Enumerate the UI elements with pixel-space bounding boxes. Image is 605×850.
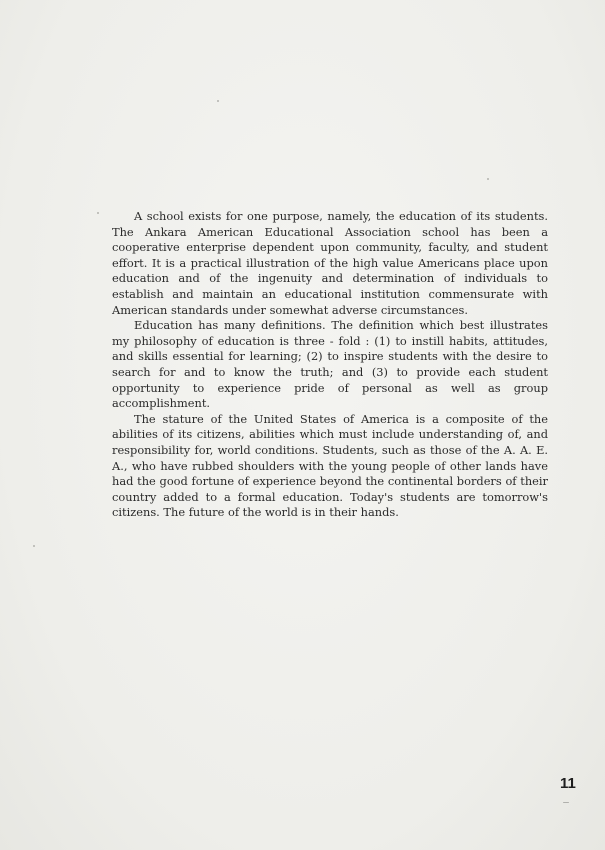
paper-speck bbox=[563, 802, 569, 803]
paragraph-definitions: Education has many definitions. The definition which best illustrates my philosophy of education is three - fold : (1) to instill habits, attitudes, and skills essential for learning; (2) to inspire students with the desire to search for and to know the truth; and (3) to provide each student opportunity to experience pride of personal as well as group accomplishment. bbox=[112, 318, 548, 411]
paper-speck bbox=[217, 100, 219, 102]
paragraph-stature: The stature of the United States of America is a composite of the abilities of its citizens, abilities which must include understanding of, and responsibility for, world conditions. Students, such as those of the A. A. E. A., who have rubbed shoulders with the young people of other lands have had the good fortune of experience beyond the continental borders of their country added to a formal education. Today's students are tomorrow's citizens. The future of the world is in their hands. bbox=[112, 411, 548, 520]
paper-speck bbox=[33, 545, 35, 547]
page-number: 11 bbox=[560, 775, 576, 792]
body-text bbox=[112, 209, 548, 521]
paper-speck bbox=[97, 212, 99, 214]
paper-speck bbox=[487, 178, 489, 180]
paragraph-purpose: A school exists for one purpose, namely, the education of its students. The Ankara American Educational Association school has been a cooperative enterprise dependent upon community, faculty, and student effort. It is a practical illustration of the high value Americans place upon education and of the ingenuity and determination of individuals to establish and maintain an educational institution commensurate with American standards under somewhat adverse circumstances. bbox=[112, 209, 548, 317]
